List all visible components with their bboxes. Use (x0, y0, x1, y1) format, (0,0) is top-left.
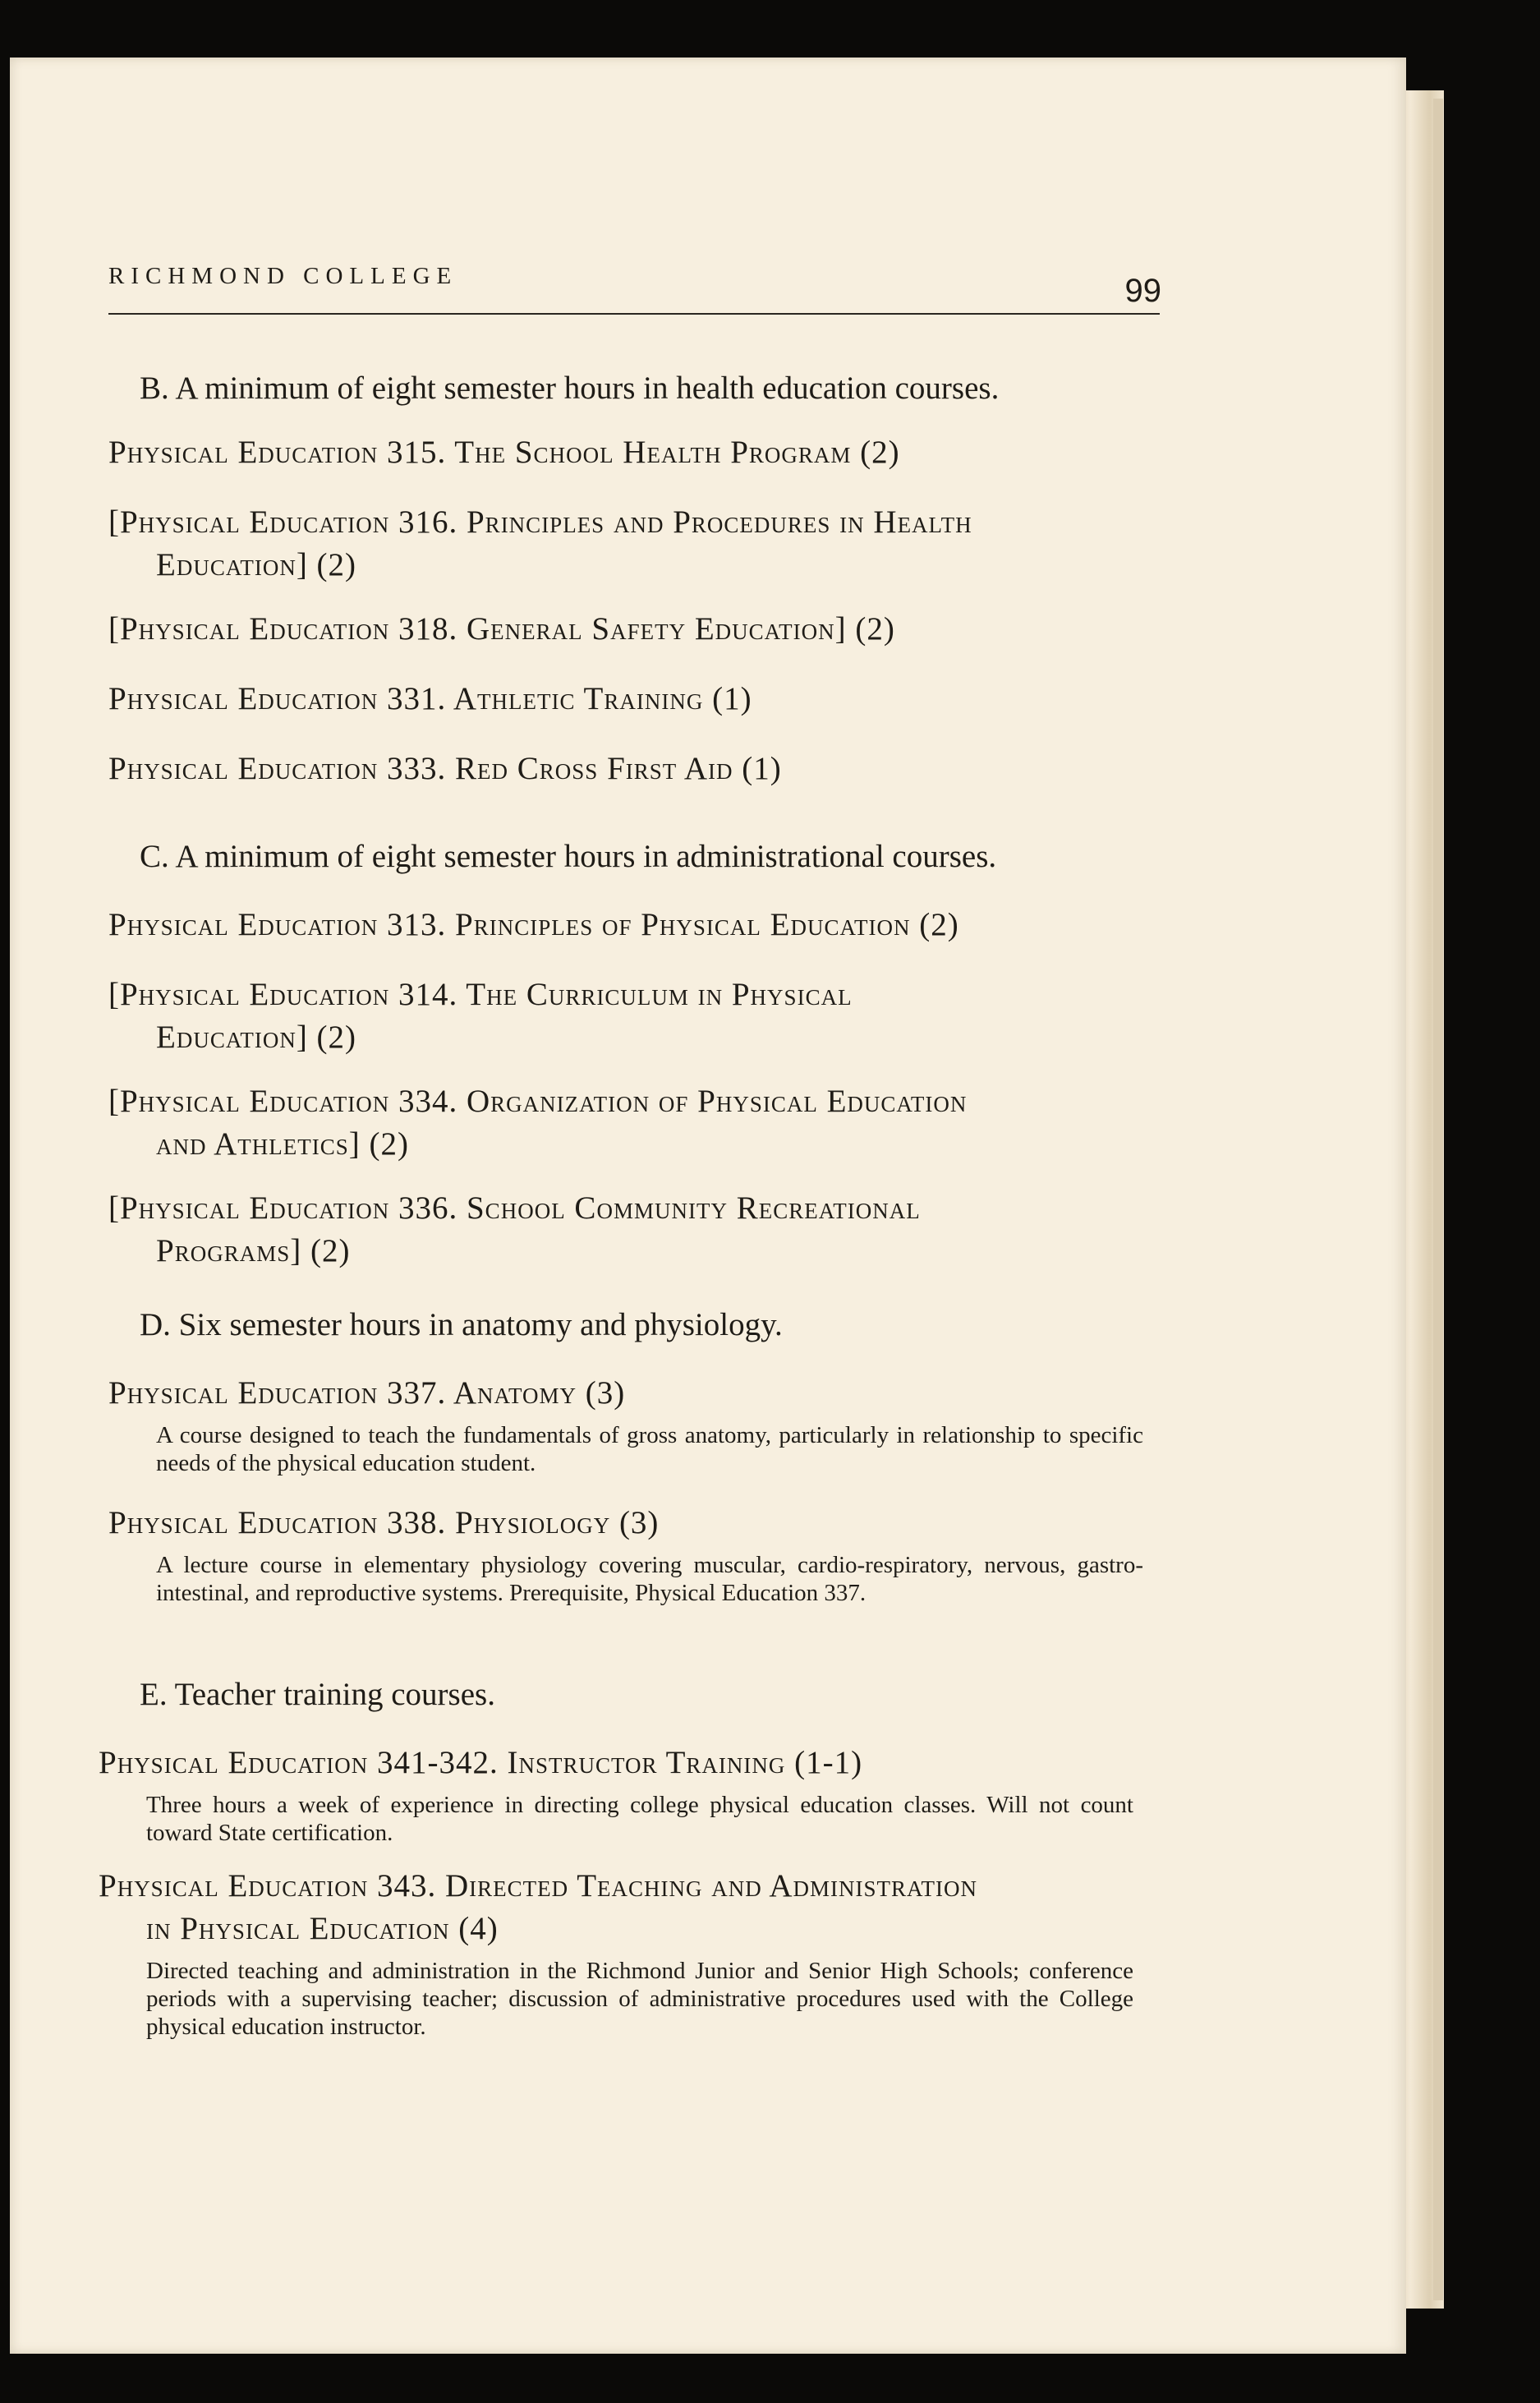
course-pe-313 (108, 904, 959, 946)
header-rule (108, 313, 1160, 315)
course-title: Physical Education 313. Principles of Physical Education (2) (108, 907, 959, 942)
course-title: Physical Education 331. Athletic Training (1) (108, 681, 752, 716)
section-d-heading: D. Six semester hours in anatomy and physiology. (140, 1307, 783, 1342)
course-pe-334 (108, 1080, 967, 1166)
course-title: Physical Education 333. Red Cross First Aid (1) (108, 751, 782, 786)
course-title: Physical Education 343. Directed Teaching and Administration (99, 1868, 978, 1904)
page-number: 99 (1124, 273, 1161, 309)
book-page (10, 58, 1406, 2354)
course-pe-315 (108, 431, 900, 474)
course-title: [Physical Education 336. School Community Recreational (108, 1190, 921, 1226)
course-pe-333 (108, 748, 782, 790)
page-stack-edge-inner (1433, 99, 1443, 2300)
course-title: Physical Education 315. The School Health Program (2) (108, 435, 900, 470)
course-title-continued: and Athletics] (2) (156, 1126, 409, 1162)
course-title: [Physical Education 316. Principles and Procedures in Health (108, 504, 972, 540)
course-title-continued: Education] (2) (156, 547, 357, 582)
course-pe-343-description: Directed teaching and administration in the Richmond Junior and Senior High Schools; conference periods with a supervising teacher; discussion of administrative procedures used with the College physical education instructor. (146, 1958, 1133, 2040)
course-pe-341-342 (99, 1742, 862, 1784)
course-pe-318 (108, 608, 895, 651)
course-title-continued: Education] (2) (156, 1020, 357, 1055)
course-title: [Physical Education 334. Organization of Physical Education (108, 1084, 968, 1119)
course-title: [Physical Education 314. The Curriculum in Physical (108, 977, 853, 1012)
course-pe-336 (108, 1187, 921, 1273)
course-pe-341-342-description: Three hours a week of experience in directing college physical education classes. Will not count toward State certification. (146, 1792, 1133, 1846)
course-pe-314 (108, 974, 853, 1059)
section-b-heading: B. A minimum of eight semester hours in health education courses. (140, 371, 1000, 406)
section-e-heading: E. Teacher training courses. (140, 1677, 495, 1712)
section-c-heading: C. A minimum of eight semester hours in administrational courses. (140, 839, 997, 874)
course-pe-337-description: A course designed to teach the fundamentals of gross anatomy, particularly in relationship to specific needs of the physical education student. (156, 1422, 1143, 1476)
course-pe-343 (99, 1865, 977, 1950)
course-pe-338-description: A lecture course in elementary physiology covering muscular, cardio-respiratory, nervous, gastro-intestinal, and reproductive systems. Prerequisite, Physical Education 337. (156, 1552, 1143, 1606)
course-title: Physical Education 341-342. Instructor Training (1-1) (99, 1745, 863, 1780)
course-pe-316 (108, 501, 972, 587)
course-pe-331 (108, 678, 752, 720)
course-title-continued: in Physical Education (4) (146, 1911, 499, 1946)
course-title: Physical Education 338. Physiology (3) (108, 1505, 660, 1540)
course-pe-337 (108, 1372, 625, 1415)
course-title: Physical Education 337. Anatomy (3) (108, 1375, 626, 1411)
course-title: [Physical Education 318. General Safety Education] (2) (108, 611, 895, 647)
course-pe-338 (108, 1502, 659, 1544)
course-title-continued: Programs] (2) (156, 1233, 351, 1268)
running-head: RICHMOND COLLEGE (108, 263, 458, 289)
